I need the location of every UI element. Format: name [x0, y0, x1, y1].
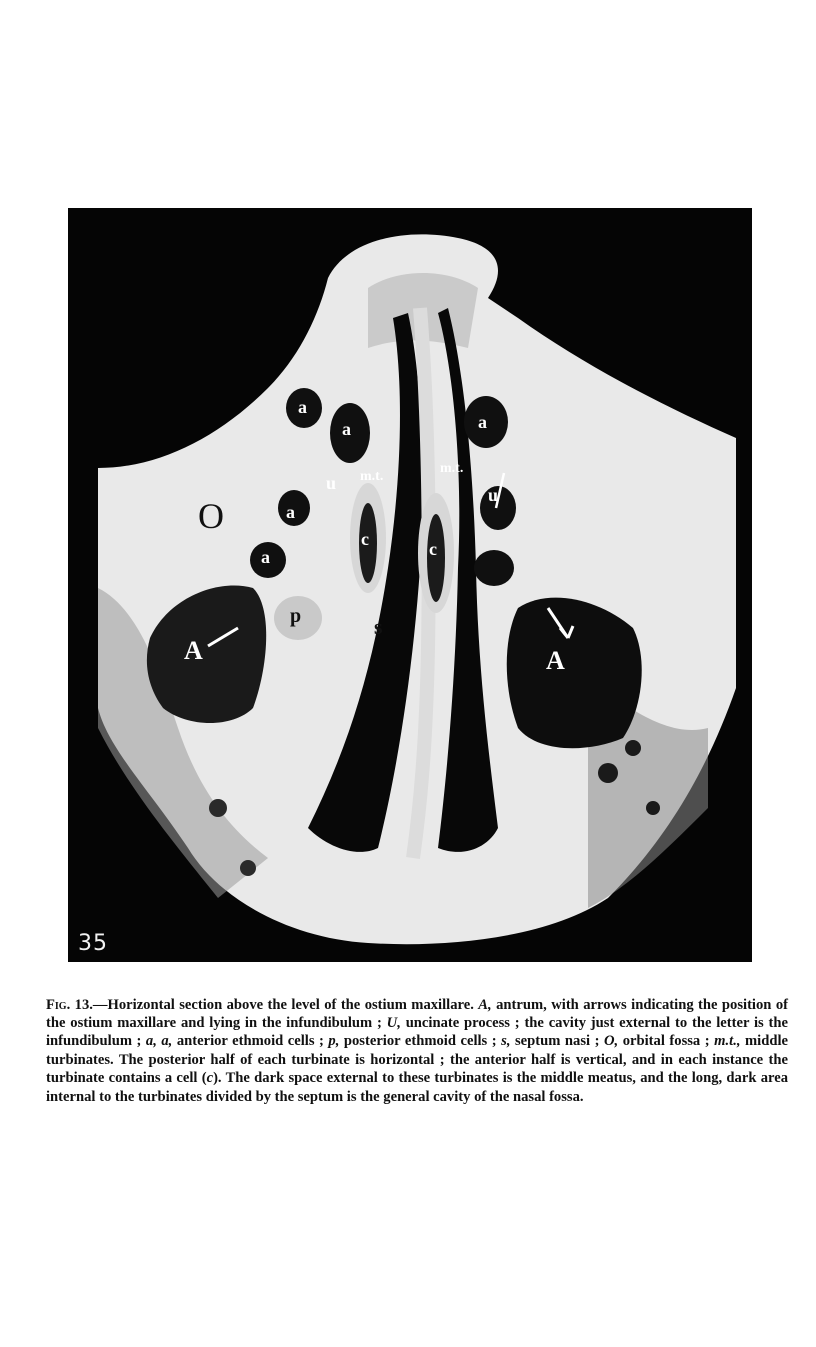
caption-italic: c	[206, 1070, 214, 1087]
label-turbinate-cell: c	[429, 539, 437, 559]
spot	[646, 801, 660, 815]
antrum-right-cavity	[507, 598, 642, 749]
figure-caption	[46, 996, 788, 1106]
caption-text: septum nasi ;	[510, 1033, 604, 1050]
label-antrum-left: A	[184, 636, 203, 665]
caption-italic: A,	[478, 996, 492, 1013]
label-uncinate: u	[488, 485, 499, 505]
caption-text: —Horizontal section above the level of the ostium maxillare.	[92, 996, 479, 1013]
ethmoid-cell-right-lower	[474, 550, 514, 586]
spot	[625, 740, 641, 756]
caption-italic: s,	[501, 1033, 511, 1050]
spot	[598, 763, 618, 783]
caption-text: posterior ethmoid cells ;	[339, 1033, 502, 1050]
caption-text: antrum, with arrows indicating the position of the ostium maxillare and lying in the infundibulum ;	[46, 996, 788, 1031]
spot	[209, 799, 227, 817]
label-orbital-fossa: O	[198, 496, 224, 536]
caption-text: middle turbinates. The posterior half of each turbinate is horizontal ; the anterior half is vertical, and in each instance the turbinate contains a cell (	[46, 1033, 788, 1087]
label-anterior-ethmoid: a	[342, 419, 351, 439]
figure-plate	[68, 208, 752, 962]
label-uncinate: u	[326, 473, 337, 493]
label-anterior-ethmoid: a	[478, 412, 487, 432]
caption-text: anterior ethmoid cells ;	[172, 1033, 329, 1050]
label-septum: s	[374, 614, 383, 639]
caption-italic: a, a,	[145, 1033, 173, 1050]
caption-italic: m.t.,	[714, 1033, 741, 1050]
caption-text: ). The dark space external to these turbinates is the middle meatus, and the long, dark area internal to the turbinates divided by the septum is the general cavity of the nasal fossa.	[46, 1070, 788, 1105]
caption-text: uncinate process ; the cavity just external to the letter is the infundibulum ;	[46, 1015, 788, 1050]
caption-fig-label: Fig. 13.	[46, 996, 93, 1013]
plate-number: 35	[78, 931, 108, 956]
label-posterior-ethmoid: p	[290, 605, 302, 627]
label-antrum-right: A	[546, 646, 565, 675]
label-middle-turbinate: m.t.	[440, 461, 464, 476]
label-anterior-ethmoid: a	[261, 547, 270, 567]
caption-text: orbital fossa ;	[618, 1033, 715, 1050]
caption-italic: O,	[604, 1033, 619, 1050]
label-anterior-ethmoid: a	[286, 502, 295, 522]
caption-italic: p,	[328, 1033, 340, 1050]
spot	[240, 860, 256, 876]
label-turbinate-cell: c	[361, 529, 369, 549]
label-middle-turbinate: m.t.	[360, 469, 384, 484]
caption-italic: U,	[386, 1015, 401, 1031]
section-photograph	[68, 208, 752, 962]
label-anterior-ethmoid: a	[298, 397, 307, 417]
caption-body	[46, 997, 788, 1105]
